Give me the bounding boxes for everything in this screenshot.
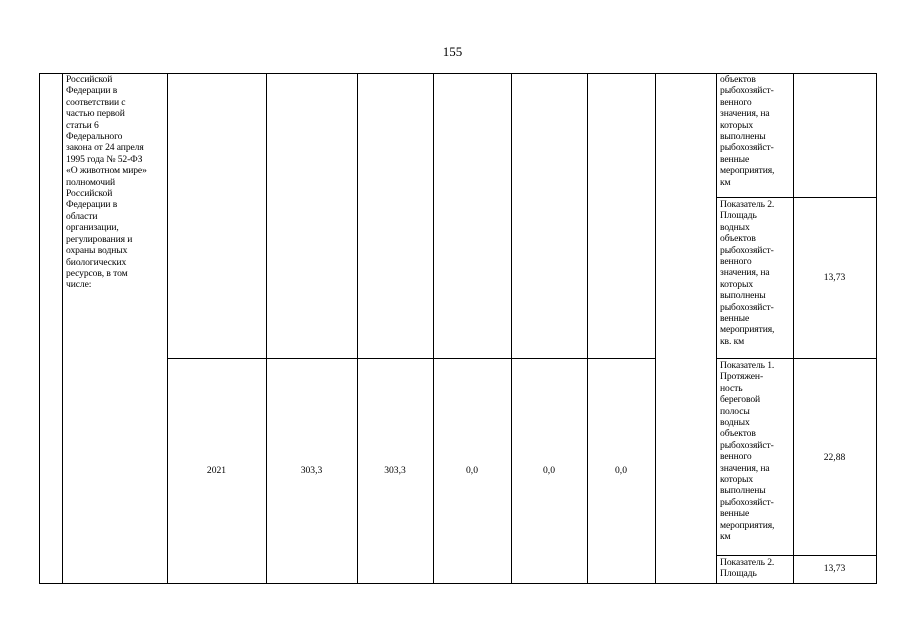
row-divider: [716, 358, 877, 359]
column-divider: [357, 73, 358, 584]
column-divider: [587, 73, 588, 584]
table-border-left: [39, 73, 40, 584]
indicator-value: 13,73: [823, 563, 846, 574]
column-divider: [62, 73, 63, 584]
column-divider: [655, 73, 656, 584]
year-cell: 2021: [206, 465, 227, 476]
indicator-value: 13,73: [823, 272, 846, 283]
indicator-text: Показатель 1. Протяжен- ность береговой полосы водных объектов рыбохозяйст- венного значения, на которых выполнены рыбохозяйст- венные мероприятия, км: [720, 360, 775, 543]
table-border-bottom: [39, 583, 877, 584]
value-cell: 303,3: [300, 465, 323, 476]
value-cell: 0,0: [615, 465, 627, 476]
indicator-text: Показатель 2. Площадь водных объектов рыбохозяйст- венного значения, на которых выполнены рыбохозяйст- венные мероприятия, кв. км: [720, 199, 775, 347]
row-divider: [716, 197, 877, 198]
indicator-text: Показатель 2. Площадь: [720, 557, 775, 580]
value-cell: 0,0: [543, 465, 555, 476]
page-number: 155: [442, 44, 463, 59]
program-table: [39, 73, 877, 584]
value-cell: 0,0: [466, 465, 478, 476]
column-divider: [167, 73, 168, 584]
row-divider: [716, 555, 877, 556]
indicator-text: объектов рыбохозяйст- венного значения, на которых выполнены рыбохозяйст- венные мероприятия, км: [720, 74, 775, 188]
column-divider: [266, 73, 267, 584]
column-divider: [511, 73, 512, 584]
column-divider: [793, 73, 794, 584]
row-divider: [167, 358, 656, 359]
table-border-right: [876, 73, 877, 584]
column-divider: [716, 73, 717, 584]
value-cell: 303,3: [384, 465, 406, 476]
description-cell: Российской Федерации в соответствии с частью первой статьи 6 Федерального закона от 24 апреля 1995 года № 52-ФЗ «О животном мире» полномочий Российской Федерации в области организации, регулирования и охраны водных биологических ресурсов, в том числе:: [66, 74, 147, 291]
column-divider: [433, 73, 434, 584]
indicator-value: 22,88: [823, 452, 846, 463]
